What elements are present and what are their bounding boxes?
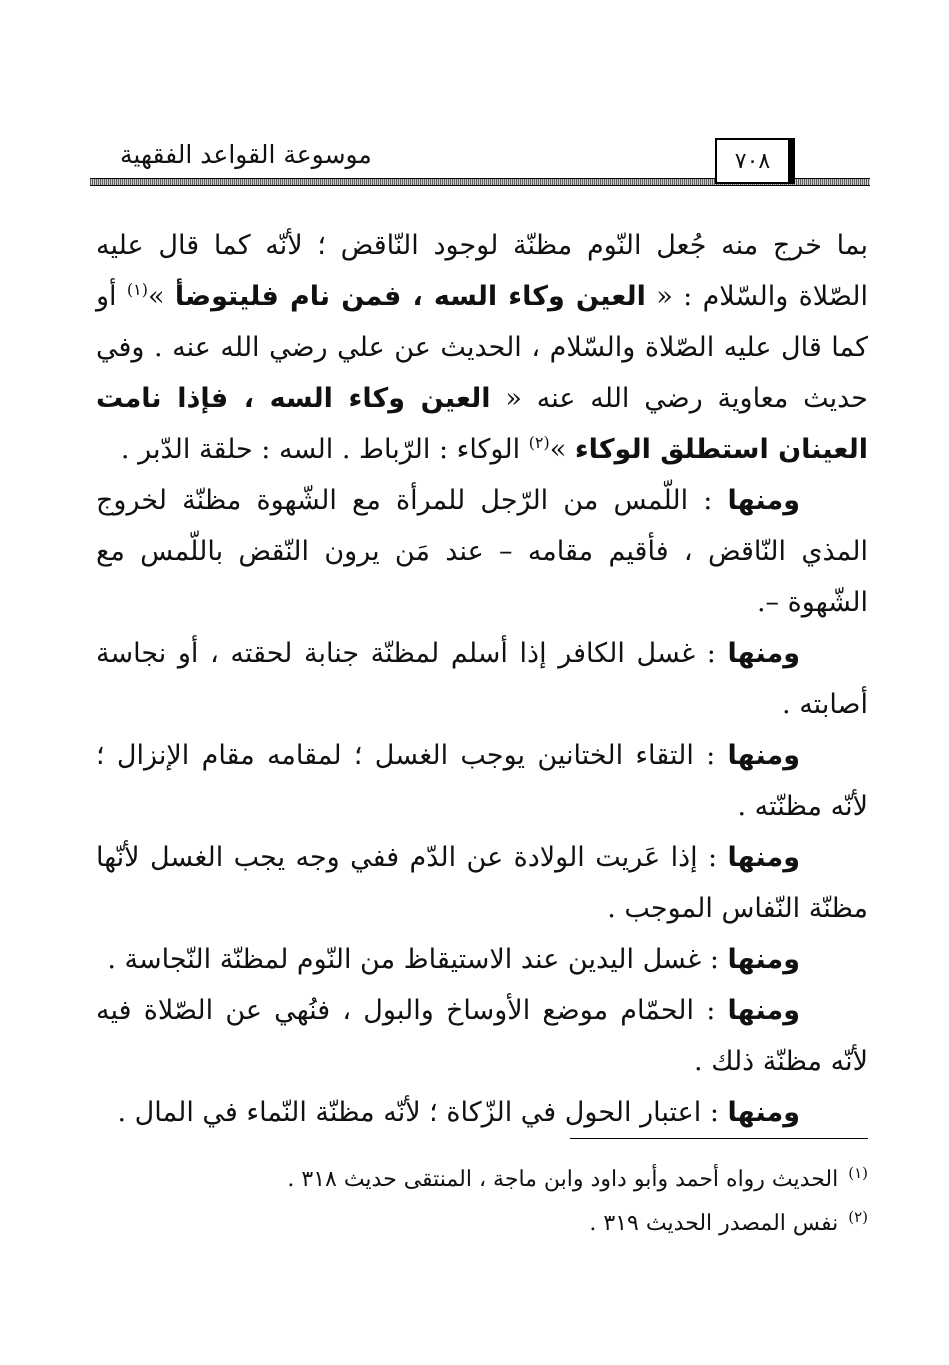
paragraph-1	[96, 220, 868, 475]
keyword-minha: ومنها	[727, 842, 800, 873]
text-run: أو كما قال عليه الصّلاة والسّلام ، الحديث عن علي رضي الله عنه . وفي حديث معاوية رضي الله عنه «	[96, 281, 868, 414]
text-run: بما خرج منه جُعل النّوم مظنّة لوجود النّاقض ؛ لأنّه كما قال عليه الصّلاة والسّلام : «	[96, 230, 869, 312]
paragraph-text: : غسل اليدين عند الاستيقاظ من النّوم لمظنّة النّجاسة .	[107, 944, 728, 975]
footnote-number: (٢)	[848, 1207, 868, 1226]
paragraph-text: : غسل الكافر إذا أسلم لمظنّة جنابة لحقته ، أو نجاسة أصابته .	[96, 638, 868, 720]
text-run: »	[549, 434, 575, 465]
footnote-ref-2[interactable]: (٢)	[528, 433, 550, 452]
paragraph-text: : اعتبار الحول في الزّكاة ؛ لأنّه مظنّة النّماء في المال .	[117, 1097, 728, 1128]
hadith-quote-1: العين وكاء السه ، فمن نام فليتوضأ	[174, 281, 646, 312]
footnote-number: (١)	[848, 1163, 868, 1182]
footnotes	[96, 1158, 868, 1246]
paragraph-3	[96, 628, 868, 730]
keyword-minha: ومنها	[727, 995, 800, 1026]
paragraph-text: : اللّمس من الرّجل للمرأة مع الشّهوة مظنّة لخروج المذي النّاقض ، فأقيم مقامه – عند مَن يرون النّقض باللّمس مع الشّهوة –.	[96, 485, 868, 618]
text-run: الوكاء : الرّباط . السه : حلقة الدّبر .	[120, 434, 529, 465]
main-text	[96, 220, 868, 1138]
paragraph-4	[96, 730, 868, 832]
keyword-minha: ومنها	[727, 638, 800, 669]
page-header	[90, 138, 870, 188]
keyword-minha: ومنها	[727, 1097, 800, 1128]
book-title: موسوعة القواعد الفقهية	[120, 140, 372, 169]
paragraph-text: : إذا عَريت الولادة عن الدّم ففي وجه يجب الغسل لأنّها مظنّة النّفاس الموجب .	[96, 842, 868, 924]
page-number: ٧٠٨	[715, 138, 795, 184]
footnote-2	[96, 1202, 868, 1246]
paragraph-5	[96, 832, 868, 934]
footnote-ref-1[interactable]: (١)	[126, 280, 148, 299]
footnote-1	[96, 1158, 868, 1202]
paragraph-6	[96, 934, 868, 985]
footnote-text: الحديث رواه أحمد وأبو داود وابن ماجة ، المنتقى حديث ٣١٨ .	[287, 1167, 839, 1192]
paragraph-text: : التقاء الختانين يوجب الغسل ؛ لمقامه مقام الإنزال ؛ لأنّه مظنّته .	[96, 740, 868, 822]
footnote-text: نفس المصدر الحديث ٣١٩ .	[589, 1211, 839, 1236]
keyword-minha: ومنها	[727, 740, 800, 771]
paragraph-2	[96, 475, 868, 628]
hadith-quote-2: العين وكاء السه ، فإذا نامت العينان استطلق الوكاء	[96, 383, 868, 465]
paragraph-7	[96, 985, 868, 1087]
text-run: »	[148, 281, 175, 312]
keyword-minha: ومنها	[727, 944, 800, 975]
keyword-minha: ومنها	[727, 485, 800, 516]
paragraph-8	[96, 1087, 868, 1138]
footnote-divider	[570, 1138, 868, 1139]
paragraph-text: : الحمّام موضع الأوساخ والبول ، فنُهي عن الصّلاة فيه لأنّه مظنّة ذلك .	[96, 995, 868, 1077]
